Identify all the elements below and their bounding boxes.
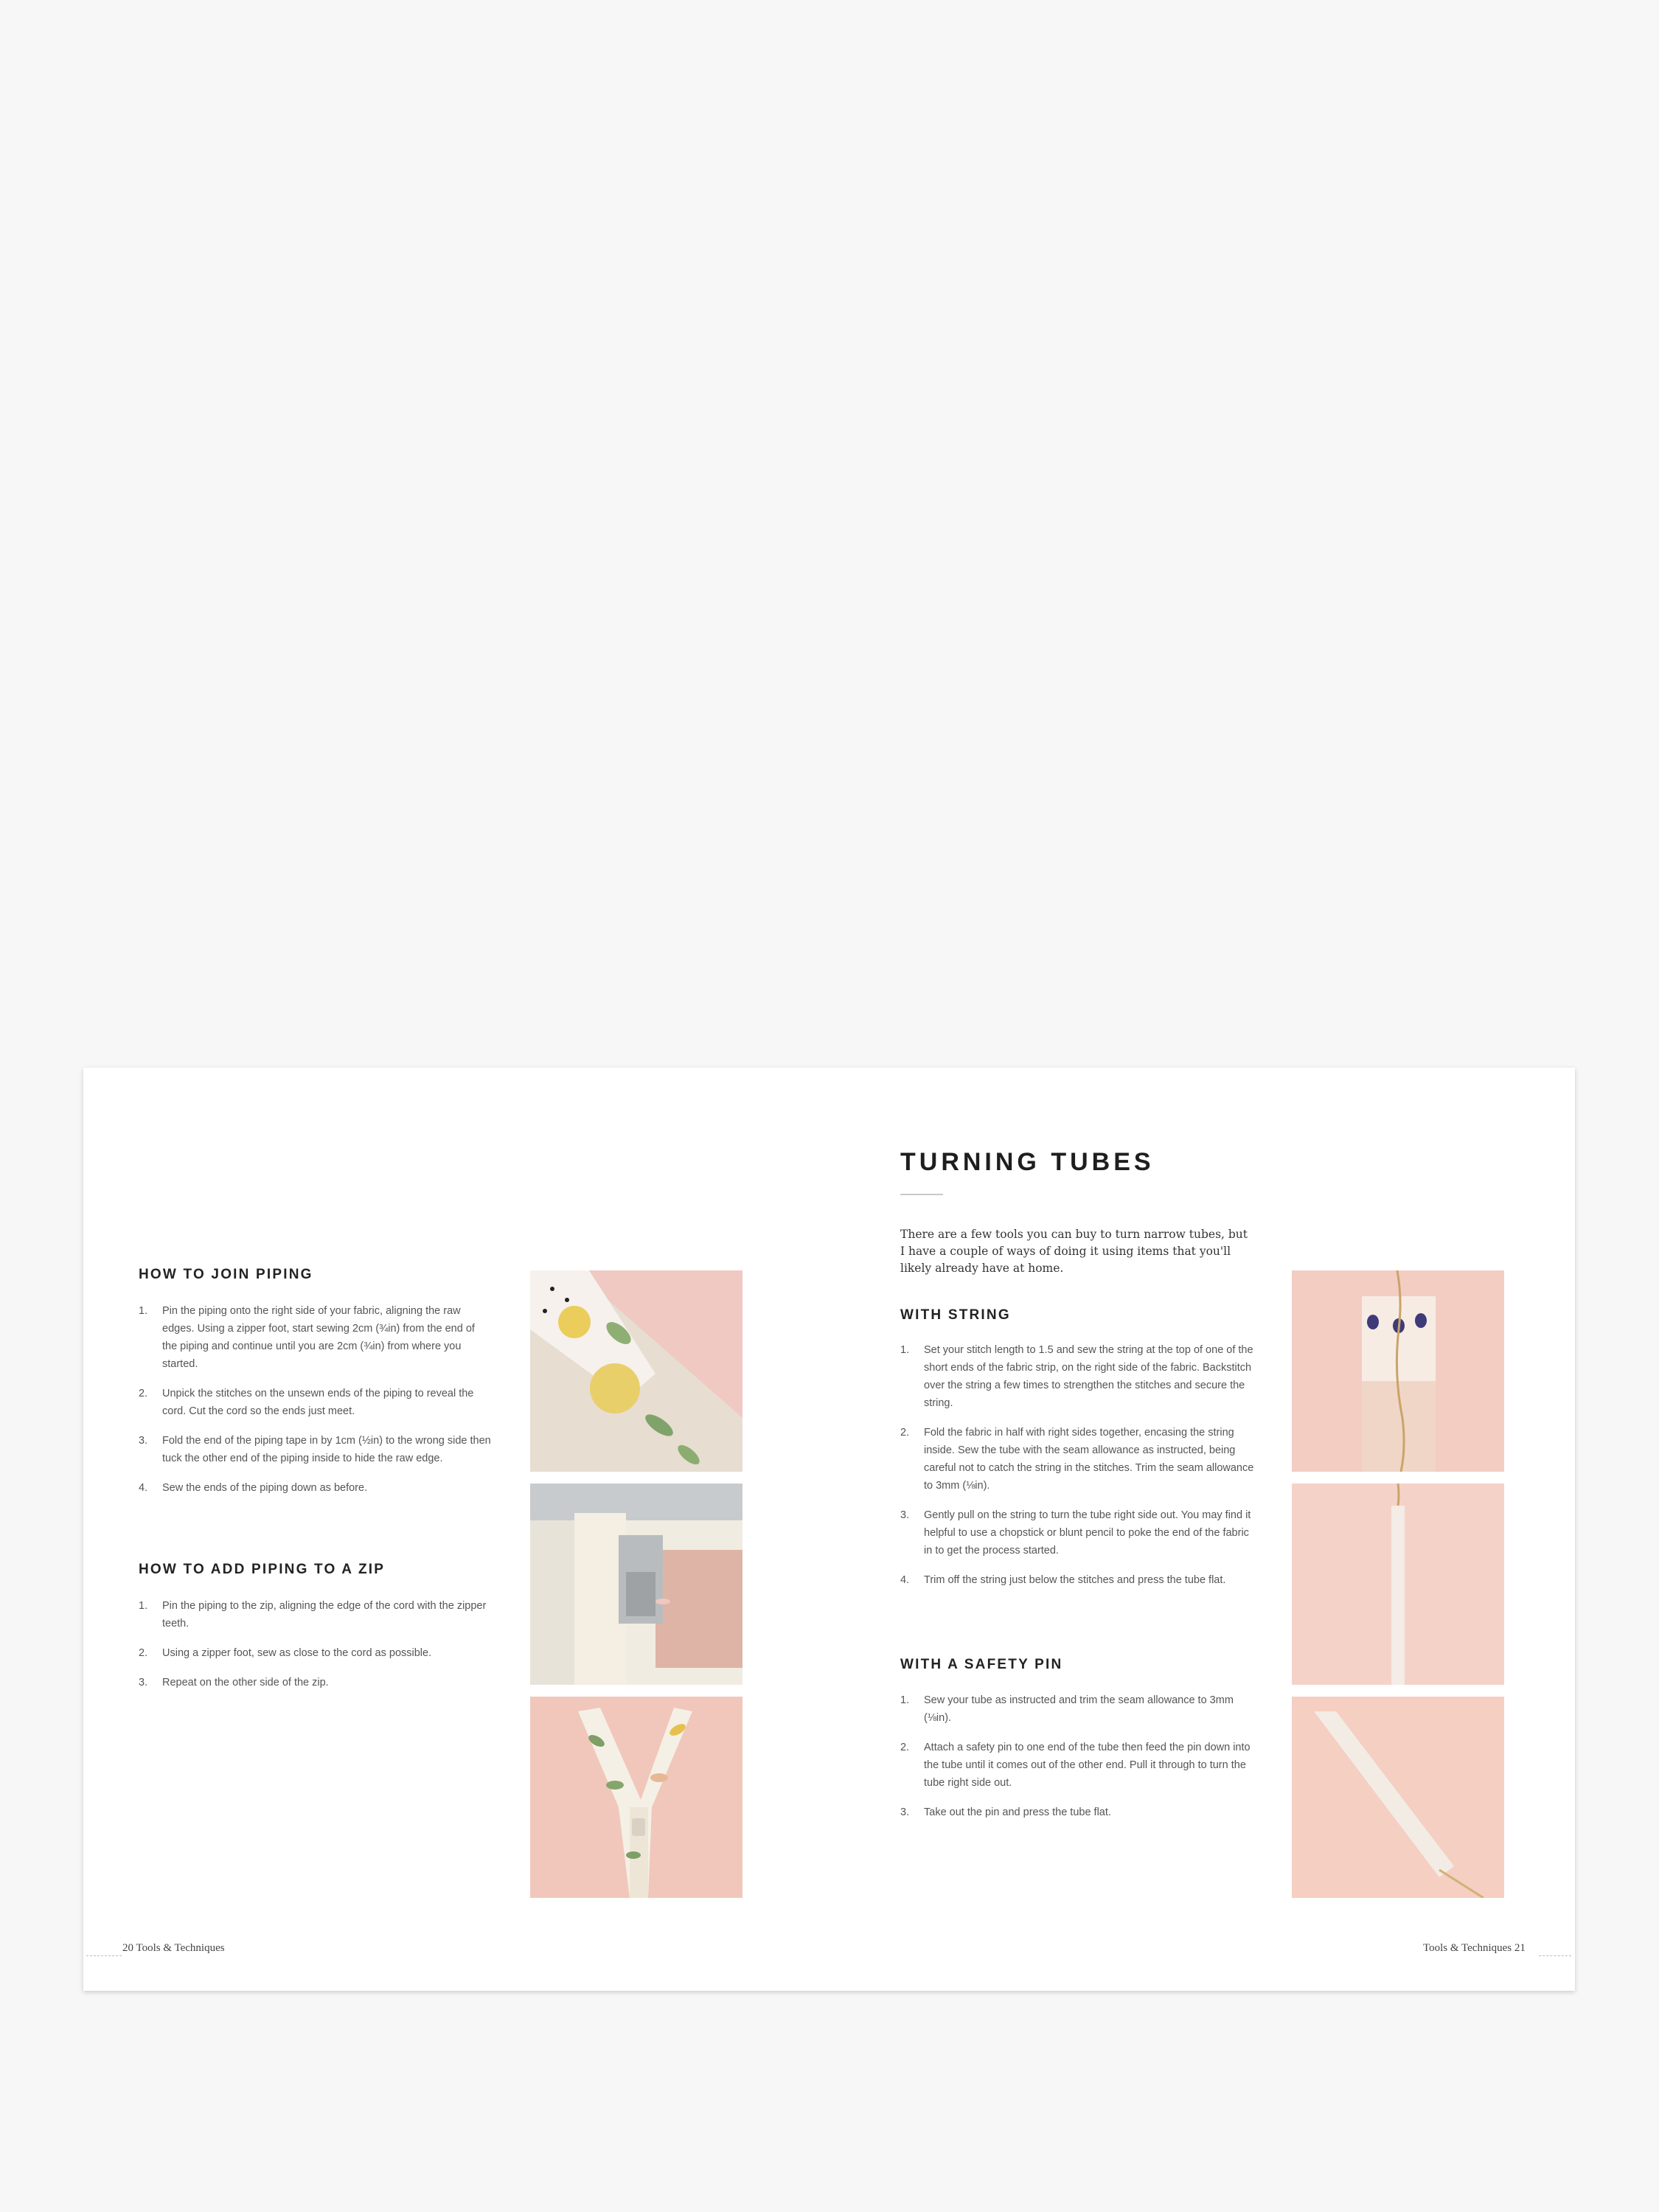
- photo-string-sewn: [1292, 1270, 1504, 1472]
- intro-paragraph: There are a few tools you can buy to turn narrow tubes, but I have a couple of ways of doing it using items that you'll likely already have at home.: [900, 1228, 1248, 1275]
- photo-piping-fabric: [530, 1270, 742, 1472]
- footer-rule-left: [86, 1955, 122, 1956]
- section-heading-join-piping: HOW TO JOIN PIPING: [139, 1267, 313, 1282]
- list-item: 1. Pin the piping onto the right side of your fabric, aligning the raw edges. Using a zipper foot, start sewing 2cm (¾in) from the end of the piping and continue until you are 2cm (¾in) from where you started.: [139, 1305, 475, 1370]
- list-item: 1. Pin the piping to the zip, aligning the edge of the cord with the zipper teeth.: [139, 1600, 487, 1630]
- photo-safety-pin-tube: [1292, 1697, 1504, 1898]
- list-item: 3. Repeat on the other side of the zip.: [139, 1677, 329, 1688]
- list-item: 2. Unpick the stitches on the unsewn ends of the piping to reveal the cord. Cut the cord so the ends just meet.: [139, 1388, 474, 1417]
- title-divider: [900, 1194, 943, 1195]
- list-item: 2. Attach a safety pin to one end of the tube then feed the pin down into the tube until it comes out of the other end. Pull it through to turn the tube right side out.: [900, 1742, 1251, 1789]
- footer-folio-right: Tools & Techniques 21: [1423, 1942, 1526, 1954]
- photo-piped-zip: [530, 1697, 742, 1898]
- section-heading-with-string: WITH STRING: [900, 1307, 1011, 1323]
- list-item: 3. Gently pull on the string to turn the tube right side out. You may find it helpful to use a chopstick or blunt pencil to poke the end of the fabric in to get the process started.: [900, 1509, 1251, 1557]
- list-item: 2. Fold the fabric in half with right sides together, encasing the string inside. Sew the tube with the seam allowance as instructed, being careful not to catch the string in the stitches. Trim the seam allowance to 3mm (⅛in).: [900, 1427, 1254, 1492]
- list-item: 4. Sew the ends of the piping down as before.: [139, 1482, 368, 1494]
- list-item: 2. Using a zipper foot, sew as close to the cord as possible.: [139, 1647, 432, 1659]
- steps-safety-pin: [900, 1691, 1254, 1833]
- list-item: 1. Set your stitch length to 1.5 and sew the string at the top of one of the short ends of the fabric strip, on the right side of the fabric. Backstitch over the string a few times to strengthen the stitches and secure the string.: [900, 1344, 1253, 1409]
- section-heading-safety-pin: WITH A SAFETY PIN: [900, 1657, 1063, 1672]
- steps-join-piping: [139, 1302, 493, 1509]
- footer-folio-left: 20 Tools & Techniques: [122, 1942, 225, 1954]
- steps-piping-zip: [139, 1597, 493, 1703]
- list-item: 3. Take out the pin and press the tube flat.: [900, 1806, 1111, 1818]
- footer-rule-right: [1539, 1955, 1571, 1956]
- list-item: 1. Sew your tube as instructed and trim the seam allowance to 3mm (⅛in).: [900, 1694, 1234, 1724]
- page-title: TURNING TUBES: [900, 1148, 1155, 1176]
- list-item: 4. Trim off the string just below the stitches and press the tube flat.: [900, 1574, 1226, 1586]
- steps-with-string: [900, 1341, 1254, 1601]
- photo-sewing-machine: [530, 1484, 742, 1685]
- photo-string-tube: [1292, 1484, 1504, 1685]
- section-heading-piping-zip: HOW TO ADD PIPING TO A ZIP: [139, 1562, 386, 1577]
- list-item: 3. Fold the end of the piping tape in by 1cm (½in) to the wrong side then tuck the other end of the piping inside to hide the raw edge.: [139, 1435, 491, 1464]
